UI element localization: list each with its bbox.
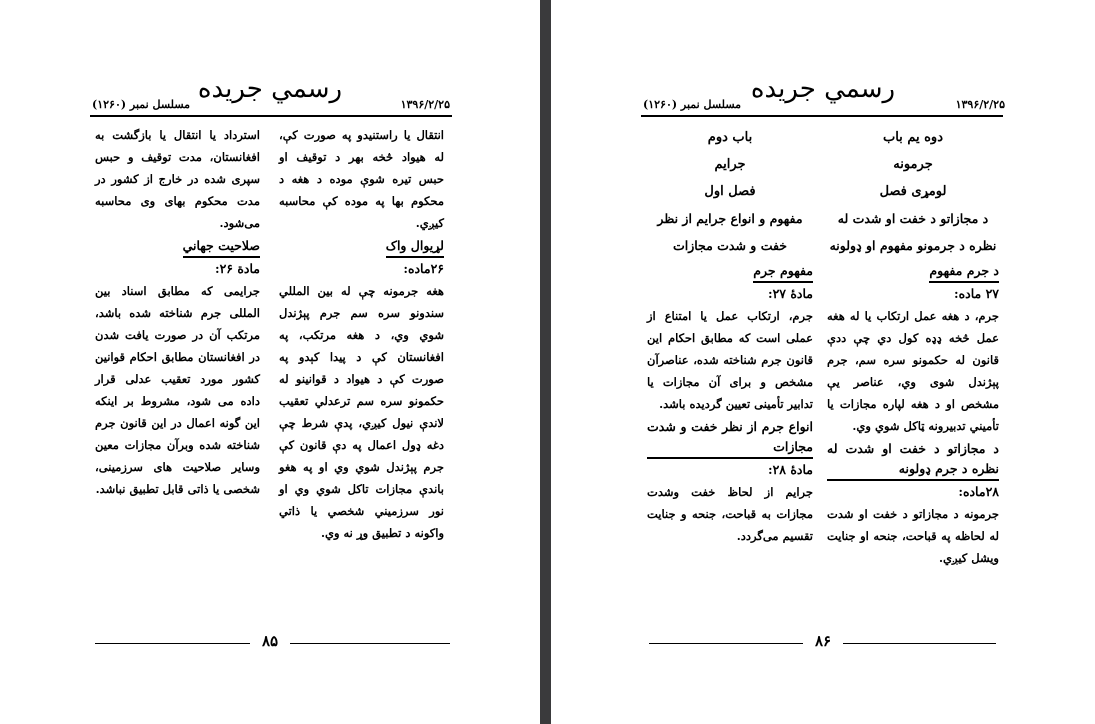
article-body: جرمونه د مجازاتو د خفت او شدت له لحاظه په قباحت، جنحه او جنايت ويشل کيږي. bbox=[827, 507, 999, 565]
article-body: جرايمى كه مطابق اسناد بين المللى جرم شناخته شده باشد، مرتكب آن در صورت يافت شدن در افغانستان مطابق احكام قوانين كشور مورد تعقيب عدلى قرار داده مى شود، مشروط بر اينكه اين گونه اعمال در اين قانون جرم شناخته شده وبرآن مجازات معين وساير صلاحيت هاى سرزمينى، شخصى يا ذاتى قابل تطبيق نباشد. bbox=[95, 284, 260, 496]
article-body: جرم، ارتكاب عمل يا امتناع از عملى است كه مطابق احكام اين قانون جرم شناخته شده، عناصرآن مشخص و براى آن مجازات يا تدابير تأمينى تعيين گرديده باشد. bbox=[647, 309, 813, 411]
page-number: ۸۶ bbox=[803, 632, 843, 650]
column-pashto bbox=[827, 124, 999, 569]
subheading: د جرم مفهوم bbox=[929, 261, 999, 283]
page-title: رسمي جريده bbox=[750, 74, 896, 104]
subheading: د مجازاتو د خفت او شدت له نظره د جرم ډولونه bbox=[827, 439, 999, 481]
section-heading: فصل اول bbox=[704, 184, 756, 199]
section-heading: لړيوال واک bbox=[386, 236, 444, 258]
paragraph-intro: استرداد يا انتقال يا بازگشت به افغانستان، مدت توقيف و حبس سپرى شده در خارج از كشور در مدت محكوم بهاى وى محاسبه مى‌شود. bbox=[95, 128, 260, 230]
page-85 bbox=[0, 0, 540, 724]
article-body: جرايم از لحاظ خفت وشدت مجازات به قباحت، جنحه و جنايت تقسيم مى‌گردد. bbox=[647, 485, 813, 543]
header-rule bbox=[641, 115, 1003, 117]
article-body: جرم، د هغه عمل ارتکاب يا له هغه عمل څخه ډډه کول دي چې ددې قانون له حکمونو سره سم، جرم پېژندل شوی وي، عناصر يې مشخص او د هغه لپاره مجازات يا تأميني تدبيرونه ټاکل شوي وي. bbox=[827, 309, 999, 433]
chapter-title: مفهوم و انواع جرايم از نظر خفت و شدت مجازات bbox=[657, 211, 803, 253]
section-heading: لومړی فصل bbox=[879, 184, 947, 199]
header-serial: مسلسل نمبر (۱۲۶۰) bbox=[643, 98, 742, 111]
header-rule bbox=[90, 115, 452, 117]
column-dari bbox=[647, 124, 813, 547]
header-serial: مسلسل نمبر (۱۲۶۰) bbox=[92, 98, 191, 111]
paragraph-intro: انتقال يا راستنيدو په صورت کې، له هيواد څخه بهر د توقيف او حبس تيره شوې موده د هغه د محکوم بها په موده کې محاسبه کيږي. bbox=[279, 128, 444, 230]
chapter-heading: جرمونه bbox=[893, 157, 933, 172]
column-pashto bbox=[279, 124, 444, 544]
page-number: ۸۵ bbox=[250, 632, 290, 650]
article-number: ۲۶ماده: bbox=[403, 261, 444, 276]
article-number: ۲۷ ماده: bbox=[953, 286, 999, 301]
chapter-title: د مجازاتو د خفت او شدت له نظره د جرمونو مفهوم او ډولونه bbox=[829, 211, 997, 253]
article-number: مادۀ ۲۷: bbox=[767, 286, 813, 301]
section-heading: صلاحيت جهاني bbox=[183, 236, 260, 258]
page-86 bbox=[551, 0, 1095, 724]
part-heading: باب دوم bbox=[707, 130, 753, 145]
column-dari bbox=[95, 124, 260, 500]
article-body: هغه جرمونه چې له بين المللي سندونو سره سم جرم پېژندل شوي وي، د هغه مرتکب، په افغانستان کې د پيدا کېدو په صورت کې د هيواد د قوانينو له حکمونو سره سم ترعدلي تعقيب لاندې نيول کيږي، پدې شرط چې دغه ډول اعمال په دې قانون کې جرم پېژندل شوي وي او په هغو باندې مجازات تاکل شوي وي او نور سرزميني شخصي يا ذاتي واکونه د تطبيق وړ نه وي. bbox=[279, 284, 444, 540]
article-number: مادة ۲۶: bbox=[214, 261, 260, 276]
header-date: ۱۳۹۶/۲/۲۵ bbox=[955, 98, 1005, 111]
subheading: مفهوم جرم bbox=[753, 261, 813, 283]
article-number: ۲۸ماده: bbox=[958, 484, 999, 499]
header-date: ۱۳۹۶/۲/۲۵ bbox=[400, 98, 450, 111]
subheading: انواع جرم از نظر خفت و شدت مجازات bbox=[647, 417, 813, 459]
part-heading: دوه يم باب bbox=[882, 130, 944, 145]
article-number: مادۀ ۲۸: bbox=[767, 462, 813, 477]
chapter-heading: جرايم bbox=[714, 157, 746, 172]
page-title: رسمي جريده bbox=[197, 74, 343, 104]
